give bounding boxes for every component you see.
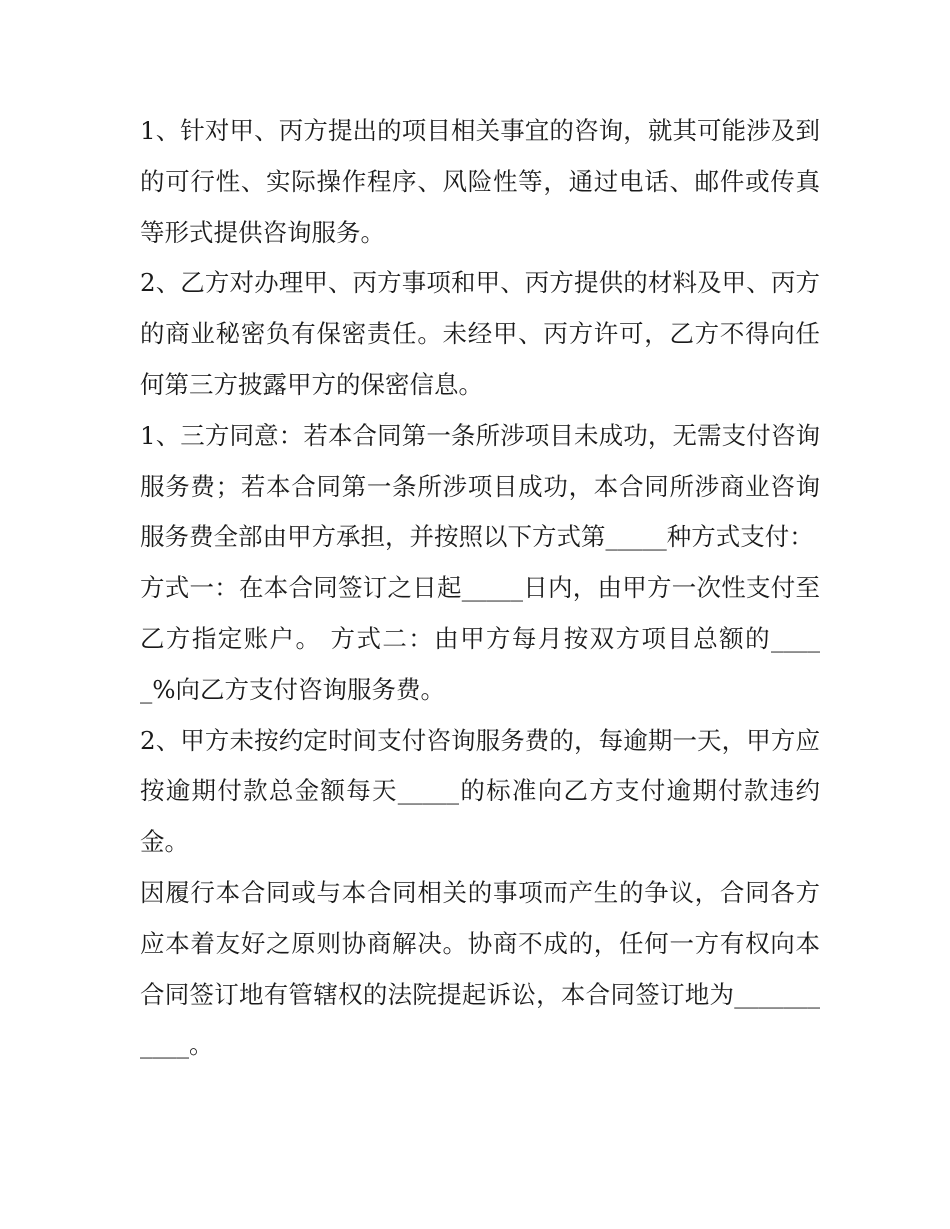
clause-confidentiality: 2、乙方对办理甲、丙方事项和甲、丙方提供的材料及甲、丙方的商业秘密负有保密责任。未经甲、丙方许可，乙方不得向任何第三方披露甲方的保密信息。 xyxy=(140,268,820,399)
clause-payment-methods: 方式一：在本合同签订之日起_____日内，由甲方一次性支付至乙方指定账户。 方式二：由甲方每月按双方项目总额的_____%向乙方支付咨询服务费。 xyxy=(140,573,820,704)
clause-dispute-resolution: 因履行本合同或与本合同相关的事项而产生的争议，合同各方应本着友好之原则协商解决。协商不成的，任何一方有权向本合同签订地有管辖权的法院提起诉讼，本合同签订地为___________。 xyxy=(140,877,820,1060)
clause-late-payment: 2、甲方未按约定时间支付咨询服务费的，每逾期一天，甲方应按逾期付款总金额每天_____的标准向乙方支付逾期付款违约金。 xyxy=(140,725,820,857)
clause-consulting-service: 1、针对甲、丙方提出的项目相关事宜的咨询，就其可能涉及到的可行性、实际操作程序、风险性等，通过电话、邮件或传真等形式提供咨询服务。 xyxy=(140,116,820,247)
clause-payment-agreement: 1、三方同意：若本合同第一条所涉项目未成功，无需支付咨询服务费；若本合同第一条所涉项目成功，本合同所涉商业咨询服务费全部由甲方承担，并按照以下方式第_____种方式支付： xyxy=(140,420,820,552)
document-body xyxy=(140,106,820,1071)
